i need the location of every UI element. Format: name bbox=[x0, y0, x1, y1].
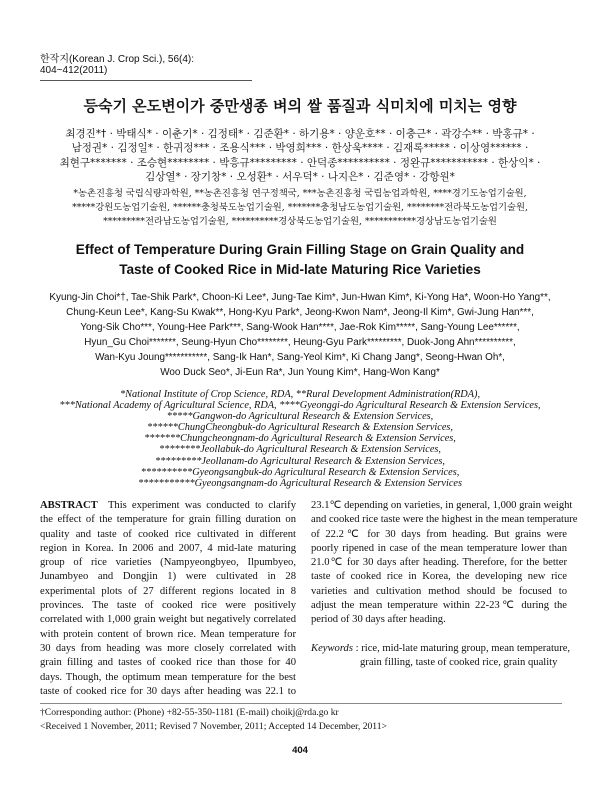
english-affiliations-line: *National Institute of Crop Science, RDA, **Rural Development Administration(RDA), bbox=[119, 389, 481, 400]
korean-authors-line: 남정권* · 김정일* · 한귀정*** · 조용식*** · 박영희*** · 한상욱**** · 김재록***** · 이상영****** · bbox=[71, 142, 529, 155]
abstract-line: adjust the mean temperature within 22-23℃ during the bbox=[311, 600, 567, 612]
english-affiliations-line: *********Jeollanam-do Agricultural Research & Extension Services, bbox=[155, 455, 445, 467]
abstract-line: quality and taste of cooked rice cultivated in different bbox=[40, 528, 296, 540]
korean-authors-line: 김상열* · 장기창* · 오성환* · 서우덕* · 나지은* · 김준영* · 강항원* bbox=[145, 170, 455, 183]
abstract-text: This experiment was conducted to clarify bbox=[107, 500, 296, 511]
english-authors-line: Yong-Sik Cho***, Young-Hee Park***, Sang-Wook Han****, Jae-Rok Kim*****, Sang-Young Lee******, bbox=[80, 321, 520, 333]
abstract-line: experimental plots of 27 different regions located in 8 bbox=[40, 585, 296, 597]
abstract-line: of 22.2℃ for 30 days from heading. But grains were bbox=[311, 528, 567, 540]
keywords-line-1: : rice, mid-late maturing group, mean temperature, bbox=[355, 642, 571, 654]
english-title-line: Effect of Temperature During Grain Filling Stage on Grain Quality and bbox=[75, 242, 525, 257]
english-authors-line: Wan-Kyu Joung***********, Sang-Ik Han*, Sang-Yeol Kim*, Ki Chang Jang*, Seong-Hwan Oh*, bbox=[95, 351, 505, 363]
english-affiliations-line: *******Chungcheongnam-do Agricultural Research & Extension Services, bbox=[144, 433, 456, 445]
english-authors bbox=[0, 291, 600, 380]
journal-header: 한작지(Korean J. Crop Sci.), 56(4): 404~412(2011) bbox=[40, 50, 252, 81]
abstract-line: taste of cooked rice in Korea, the developing new rice bbox=[311, 571, 567, 583]
keywords bbox=[311, 642, 571, 671]
english-affiliations-line: ********Jeollabuk-do Agricultural Research & Extension Services, bbox=[159, 444, 441, 456]
english-authors-line: Hyun_Gu Choi*******, Seung-Hyun Cho********, Heung-Gyu Park*********, Duok-Jong Ahn**********, bbox=[84, 336, 516, 348]
corresponding-author: †Corresponding author: (Phone) +82-55-350-1181 (E-mail) choikj@rda.go kr bbox=[40, 707, 339, 718]
abstract-line: and cooked rice taste were the highest in the mean temperature bbox=[311, 514, 578, 526]
abstract-left-column bbox=[40, 499, 296, 699]
english-affiliations-line: ******ChungCheongbuk-do Agricultural Research & Extension Services, bbox=[147, 422, 453, 434]
abstract-right-column bbox=[311, 499, 578, 670]
korean-affiliations-line: *********전라남도농업기술원, **********경상북도농업기술원, ***********경상남도농업기술원 bbox=[103, 216, 497, 227]
footnote-divider bbox=[40, 703, 562, 704]
footnotes bbox=[40, 706, 387, 734]
abstract-line: poorly ripened in case of the mean temperature lower than bbox=[311, 542, 567, 554]
abstract-line: provinces. The taste of cooked rice were positively bbox=[40, 600, 296, 612]
keywords-label: Keywords bbox=[311, 642, 353, 654]
received-dates: <Received 1 November, 2011; Revised 7 November, 2011; Accepted 14 December, 2011> bbox=[40, 721, 387, 732]
english-authors-line: Chung-Keun Lee*, Kang-Su Kwak**, Hong-Kyu Park*, Jeong-Kwon Nam*, Jeong-Il Kim*, Gwi-Jung Han***, bbox=[66, 306, 534, 318]
abstract-line: taste of cooked rice for 30 days after heading was 22.1 to bbox=[40, 685, 296, 697]
abstract-line: the effect of the temperature for grain filling duration on bbox=[40, 514, 296, 526]
english-affiliations-line: ***National Academy of Agricultural Science, RDA, ****Gyeonggi-do Agricultural Research & Extension Services, bbox=[59, 400, 541, 412]
abstract-line: Junambyeo and Dongjin 1) were cultivated in 28 bbox=[40, 571, 296, 583]
abstract-line: days. Though, the optimum mean temperature for the best bbox=[40, 671, 296, 683]
english-affiliations-line: *****Gangwon-do Agricultural Research & Extension Services, bbox=[166, 411, 434, 423]
abstract-right-lines bbox=[311, 499, 578, 628]
korean-authors-line: 최현구******* · 조승현******** · 박흥규********* · 안덕종********** · 정완규*********** · 한상익* · bbox=[59, 156, 541, 169]
english-affiliations-line: ***********Gyeongsangnam-do Agricultural Research & Extension Services bbox=[137, 477, 462, 489]
abstract-line: period of 30 days after heading. bbox=[311, 614, 446, 626]
korean-affiliations bbox=[0, 187, 600, 229]
korean-affiliations-line: *****강원도농업기술원, ******충청북도농업기술원, *******충청남도농업기술원, ********전라북도농업기술원, bbox=[72, 202, 528, 213]
english-authors-line: Kyung-Jin Choi*†, Tae-Shik Park*, Choon-Ki Lee*, Jung-Tae Kim*, Jun-Hwan Kim*, Ki-Yong Ha*, Woon-Ho Yang**, bbox=[49, 292, 551, 303]
abstract-label: ABSTRACT bbox=[40, 500, 98, 511]
keywords-line-2: grain filling, taste of cooked rice, grain quality bbox=[360, 656, 558, 668]
abstract-line: 23.1℃ depending on varieties, in general, 1,000 grain weight bbox=[311, 500, 573, 511]
abstract-line: varieties and cultivation method should be focused to bbox=[311, 585, 567, 597]
english-authors-line: Woo Duck Seo*, Ji-Eun Ra*, Jun Young Kim*, Hang-Won Kang* bbox=[160, 366, 440, 378]
abstract-line: group of rice varieties (Nampyeongbyeo, Ilpumbyeo, bbox=[40, 557, 296, 569]
english-affiliations-line: **********Gyeongsangbuk-do Agricultural Research & Extension Services, bbox=[140, 466, 460, 478]
abstract-line: correlated with 1,000 grain weight but negatively correlated bbox=[40, 614, 296, 626]
abstract-line: with protein content of brown rice. Mean temperature for bbox=[40, 628, 296, 640]
abstract-line: grain filling and tastes of cooked rice than those for 40 bbox=[40, 657, 296, 669]
page-number: 404 bbox=[292, 745, 308, 756]
english-title bbox=[0, 240, 600, 279]
korean-title: 등숙기 온도변이가 중만생종 벼의 쌀 품질과 식미치에 미치는 영향 bbox=[83, 97, 517, 115]
abstract-line: 30 days from heading was more closely correlated with bbox=[40, 642, 296, 654]
abstract-line bbox=[40, 499, 296, 513]
abstract-line: region in Korea. In 2006 and 2007, 4 mid-late maturing bbox=[40, 542, 296, 554]
korean-authors-line: 최경진*† · 박태식* · 이춘기* · 김정태* · 김준환* · 하기용* · 양운호** · 이충근* · 곽강수** · 박홍규* · bbox=[65, 128, 535, 140]
english-affiliations bbox=[0, 389, 600, 489]
korean-affiliations-line: *농촌진흥청 국립식량과학원, **농촌진흥청 연구정책국, ***농촌진흥청 국립농업과학원, ****경기도농업기술원, bbox=[73, 188, 527, 199]
korean-authors bbox=[0, 127, 600, 184]
abstract-line: 21.0℃ for 30 days after heading. Therefore, for the better bbox=[311, 557, 567, 569]
english-title-line: Taste of Cooked Rice in Mid-late Maturing Rice Varieties bbox=[119, 261, 481, 277]
